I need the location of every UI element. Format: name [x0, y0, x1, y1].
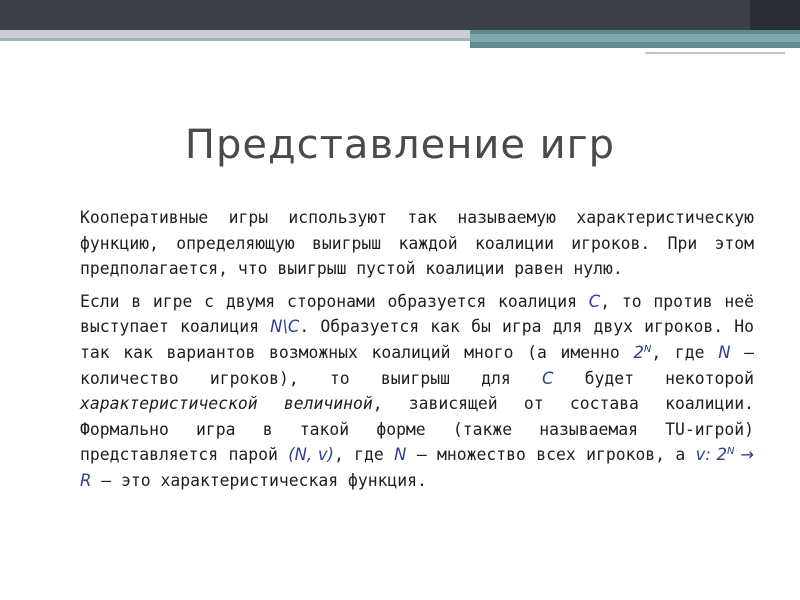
slide-title: Представление игр — [184, 122, 616, 168]
math-power-exponent: N — [643, 343, 652, 355]
math-function-exponent: N — [727, 446, 735, 458]
text-segment: — количество игроков), то выигрыш для — [80, 342, 754, 388]
math-function-domain: v: 2 — [695, 445, 728, 465]
text-segment: — множество всех игроков, а — [406, 445, 696, 465]
math-n: N — [718, 342, 731, 362]
header-accent-band — [470, 30, 800, 48]
math-coalition-c: C — [541, 368, 554, 388]
header-accent-inner — [470, 34, 800, 42]
math-function-codomain: → R — [80, 445, 754, 490]
header-divider-line — [0, 38, 470, 41]
paragraph-coalition — [80, 289, 754, 494]
math-pair: (N, v) — [288, 445, 334, 465]
math-complement: N\C — [270, 317, 300, 337]
header-divider-line-right — [645, 52, 785, 54]
text-segment: — это характеристическая функция. — [91, 470, 427, 490]
math-power-base: 2 — [633, 342, 644, 362]
paragraph-intro: Кооперативные игры используют так называемую характеристическую функцию, определяющую выигрыш каждой коалиции игроков. При этом предполагается, что выигрыш пустой коалиции равен нулю. — [80, 208, 754, 279]
text-segment: , то против неё выступает коалиция — [80, 291, 754, 337]
math-coalition-c: C — [588, 291, 601, 311]
text-segment: . Образуется как бы игра для двух игроков. Но так как вариантов возможных коалиций много (а именно — [80, 317, 754, 362]
text-segment: , где — [333, 445, 395, 465]
header-dark-shade — [750, 0, 800, 30]
text-segment: , где — [651, 342, 719, 362]
header-dark-bar — [0, 0, 800, 30]
text-segment: будет некоторой — [553, 368, 754, 388]
slide-body — [80, 205, 754, 494]
math-n: N — [394, 445, 407, 465]
text-segment: Если в игре с двумя сторонами образуется коалиция — [80, 291, 589, 311]
emphasis-characteristic-value: характеристической величиной — [80, 394, 373, 414]
text-segment: , зависящей от состава коалиции. Формально игра в такой форме (также называемая TU-игрой) представляется парой — [80, 394, 754, 465]
